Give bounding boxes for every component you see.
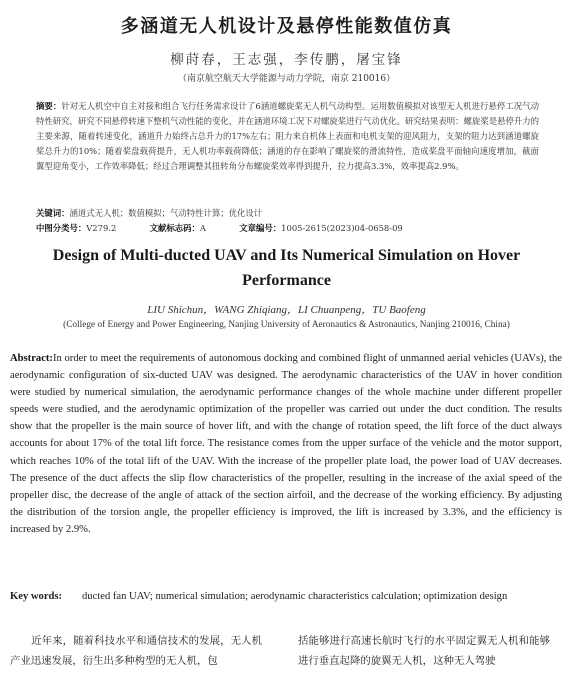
english-keywords — [10, 588, 562, 605]
doc-code-value: A — [199, 223, 206, 233]
article-no-label: 文章编号： — [239, 223, 282, 233]
chinese-keywords — [36, 207, 539, 219]
english-affiliation: (College of Energy and Power Engineering, Nanjing University of Aeronautics & Astronautics, Nanjing 210016, China) — [63, 320, 510, 330]
classification-line — [36, 222, 556, 234]
english-abstract-label: Abstract: — [10, 353, 53, 364]
chinese-abstract-label: 摘要： — [36, 101, 62, 111]
chinese-keywords-label: 关键词： — [36, 208, 70, 218]
body-text-left-column — [10, 631, 262, 671]
chinese-keywords-text: 涵道式无人机；数值模拟；气动特性计算；优化设计 — [69, 208, 263, 218]
clc-value: V279.2 — [86, 223, 117, 233]
chinese-affiliation: （南京航空航天大学能源与动力学院，南京 210016） — [177, 74, 396, 84]
body-text-right-column: 括能够进行高速长航时飞行的水平固定翼无人机和能够进行垂直起降的旋翼无人机，这种无人驾驶 — [298, 635, 550, 667]
english-abstract — [10, 350, 562, 538]
chinese-abstract-text: 针对无人机空中自主对接和组合飞行任务需求设计了6涵道螺旋桨无人机气动构型。运用数值模拟对该型无人机进行悬停工况气动特性研究，研究不同悬停转速下整机气动性能的变化，并在涵道环境工况下对螺旋桨进行气动优化。研究结果表明：螺旋桨是悬停升力的主要来源，随着转速变化，涵道升力始终占总升力的17%左右；阻力来自机体上表面和电机支架的迎风阻力，支架的阻力达到涵道螺旋桨总升力的10%；随着桨盘载荷提升，无人机功率载荷降低；涵道的存在影响了螺旋桨的滑流特性，造成桨盘平面轴向速度增加，截面翼型迎角变小，工作效率降低；经过合理调整其扭转角分布螺旋桨效率得到提升，拉力提高3.3%，效率提高2.9%。 — [36, 101, 540, 171]
english-keywords-text: ducted fan UAV; numerical simulation; aerodynamic characteristics calculation; optimization design — [82, 591, 508, 602]
english-authors: LIU Shichun，WANG Zhiqiang，LI Chuanpeng，TU Baofeng — [147, 304, 426, 316]
english-title: Design of Multi-ducted UAV and Its Numerical Simulation on Hover Performance — [52, 247, 521, 289]
chinese-authors: 柳莳春，王志强，李传鹏，屠宝锋 — [170, 52, 403, 68]
chinese-abstract — [36, 99, 539, 174]
english-abstract-text: In order to meet the requirements of autonomous docking and combined flight of unmanned aerial vehicles (UAVs), the aerodynamic configuration of six-ducted UAV was designed. The aerodynamic characteristics of the UAV in hover condition were studied by numerical simulation, the aerodynamic performance changes of the whole machine under different propeller speeds were studied, and the aerodynamic optimization of the propeller was carried out under the duct condition. The results show that the propeller is the main source of hover lift, and with the change of rotation speed, the lift force of the duct always accounts for about 17% of the total lift force. The resistance comes from the upper surface of the vehicle and the motor support, which reaches 10% of the total lift of the UAV. With the increase of the propeller plate load, the power load of UAV decreases. The presence of the duct affects the slip flow characteristics of the propeller, resulting in the increase of the axial speed of the propeller disc, the decrease of the angle of attack of the section airfoil, and the decrease of the working efficiency. By adjusting the distribution of the torsion angle, the propeller efficiency is improved, the lift is increased by 3.3%, and the efficiency is increased by 2.9%. — [10, 353, 562, 535]
chinese-title: 多涵道无人机设计及悬停性能数值仿真 — [120, 16, 453, 37]
english-keywords-label: Key words: — [10, 591, 63, 602]
article-no-value: 1005-2615(2023)04-0658-09 — [281, 223, 403, 233]
clc-label: 中图分类号： — [36, 223, 87, 233]
doc-code-label: 文献标志码： — [149, 223, 200, 233]
body-left-text: 近年来，随着科技水平和通信技术的发展，无人机产业迅速发展，衍生出多种构型的无人机，包 — [10, 635, 262, 667]
